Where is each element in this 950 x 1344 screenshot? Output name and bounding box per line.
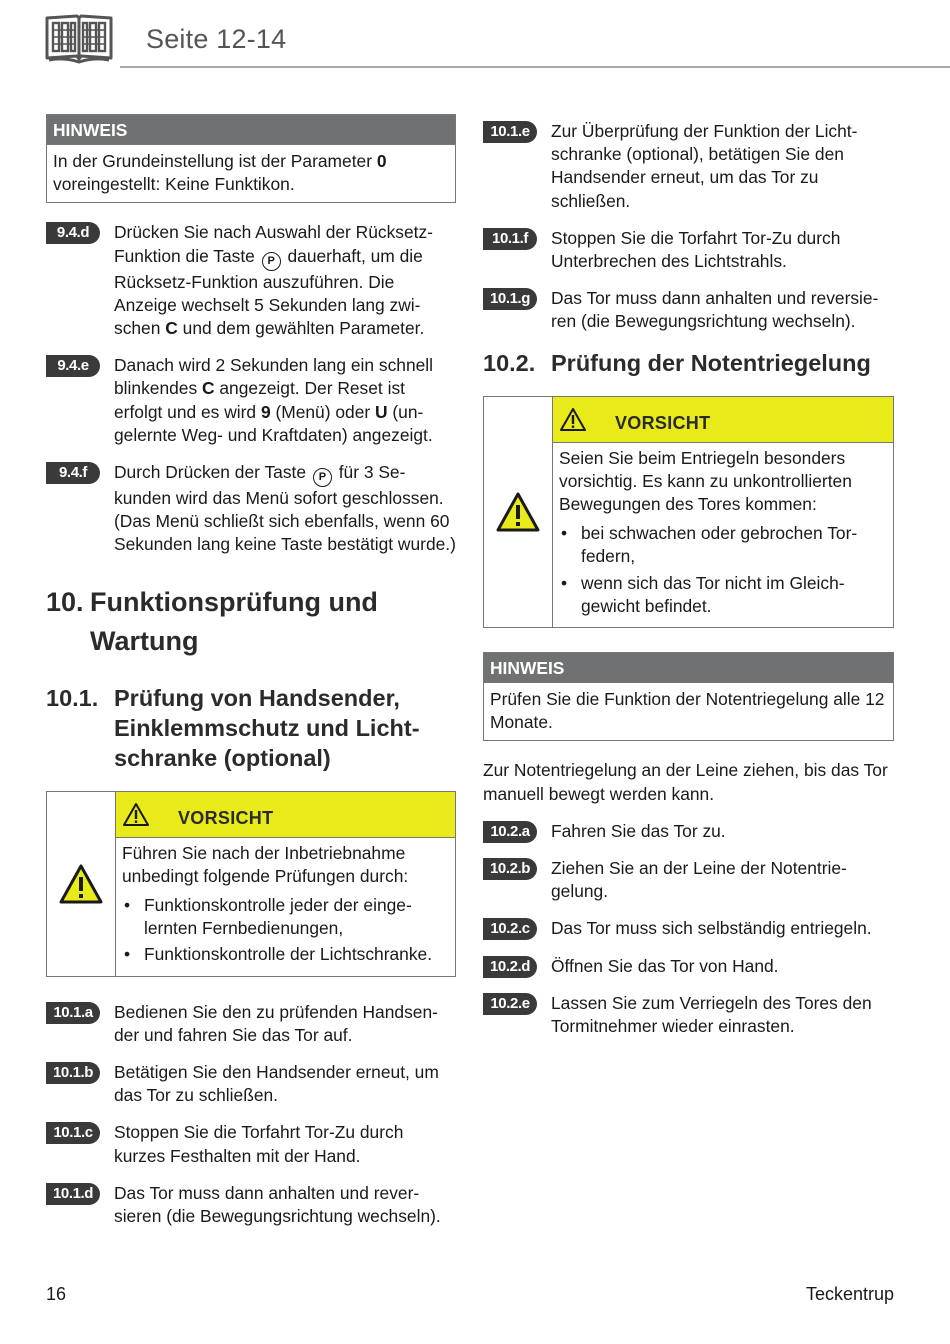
note-box <box>46 114 456 203</box>
caution-list <box>559 522 887 618</box>
step-text: Lassen Sie zum Verriegeln des Tores den Tormitnehmer wieder einrasten. <box>551 992 872 1037</box>
p-key-icon: P <box>262 252 281 271</box>
step-10-2-d <box>483 955 894 978</box>
step-badge: 10.2.b <box>483 858 537 880</box>
step-10-1-f <box>483 227 894 273</box>
header-divider <box>120 66 950 68</box>
step-text: Das Tor muss dann anhalten und reversieren (die Bewegungsrichtung wechseln). <box>114 1182 441 1227</box>
caution-header <box>116 792 455 838</box>
step-badge: 9.4.d <box>46 222 100 244</box>
step-badge: 10.1.e <box>483 121 537 143</box>
section-title: Funktionsprüfung und Wartung <box>90 586 378 656</box>
step-badge: 10.1.c <box>46 1122 100 1144</box>
step-text: Stoppen Sie die Torfahrt Tor-Zu durch Unterbrechen des Lichtstrahls. <box>551 227 841 272</box>
note-title: HINWEIS <box>47 115 455 144</box>
step-9-4-d <box>46 221 456 340</box>
step-badge: 9.4.e <box>46 355 100 377</box>
caution-content <box>116 792 455 976</box>
step-badge: 10.2.c <box>483 918 537 940</box>
list-item: • wenn sich das Tor nicht im Gleichgewicht befindet. <box>559 572 887 618</box>
subsection-title: Prüfung der Notentriegelung <box>551 349 871 376</box>
left-column <box>46 114 456 1242</box>
step-badge: 10.1.g <box>483 288 537 310</box>
step-text: Fahren Sie das Tor zu. <box>551 820 726 841</box>
step-badge: 10.1.a <box>46 1002 100 1024</box>
section-number: 10. <box>46 586 84 617</box>
step-10-2-e <box>483 992 894 1038</box>
caution-title: VORSICHT <box>615 412 711 433</box>
list-item: • Funktionskontrolle der Lichtschranke. <box>122 943 449 966</box>
page-number: 16 <box>46 1284 67 1304</box>
page-header <box>0 0 950 70</box>
step-text: Das Tor muss dann anhalten und reversieren (die Bewegungsrichtung wechseln). <box>551 288 879 332</box>
brand-name: Teckentrup <box>805 1284 894 1304</box>
step-10-2-a <box>483 820 894 843</box>
subsection-number: 10.1. <box>46 684 99 711</box>
step-10-1-c <box>46 1121 456 1167</box>
subsection-number: 10.2. <box>483 349 536 376</box>
caution-list <box>122 894 449 967</box>
step-text: Betätigen Sie den Handsender erneut, um das Tor zu schließen. <box>114 1062 439 1106</box>
step-text: Zur Überprüfung der Funktion der Lichtschranke (optional), betätigen Sie den Handsender erneut, um das Tor zu schließen. <box>551 121 858 211</box>
step-10-1-g <box>483 287 894 333</box>
note-text: In der Grundeinstellung ist der Parameter 0 voreingestellt: Keine Funktikon. <box>47 144 455 202</box>
step-text: Stoppen Sie die Torfahrt Tor-Zu durch kurzes Festhalten mit der Hand. <box>114 1122 404 1166</box>
step-text: Bedienen Sie den zu prüfenden Handsender und fahren Sie das Tor auf. <box>114 1001 438 1045</box>
note-title: HINWEIS <box>484 653 893 682</box>
step-9-4-e <box>46 354 456 447</box>
caution-icon-cell <box>484 397 553 627</box>
book-icon <box>44 12 114 64</box>
caution-header <box>553 397 893 443</box>
step-text: Danach wird 2 Sekunden lang ein schnell blinkendes C angezeigt. Der Reset ist erfolgt und es wird 9 (Menü) oder U (ungelernte Weg- und Kraftdaten) angezeigt. <box>114 355 434 445</box>
step-10-1-d <box>46 1182 456 1228</box>
step-9-4-f <box>46 461 456 557</box>
warning-icon <box>59 864 103 904</box>
step-text: Ziehen Sie an der Leine der Notentriegelung. <box>551 858 847 902</box>
caution-box <box>483 396 894 628</box>
step-10-1-a <box>46 1001 456 1047</box>
step-badge: 10.1.f <box>483 228 537 250</box>
right-column <box>483 120 894 1052</box>
step-badge: 10.2.a <box>483 821 537 843</box>
step-badge: 9.4.f <box>46 462 100 484</box>
step-badge: 10.1.b <box>46 1062 100 1084</box>
note-text: Prüfen Sie die Funktion der Notentriegelung alle 12 Monate. <box>484 682 893 740</box>
list-item: • Funktionskontrolle jeder der eingelernten Fernbedienungen, <box>122 894 449 940</box>
caution-box <box>46 791 456 977</box>
intro-paragraph: Zur Notentriegelung an der Leine ziehen, bis das Tor manuell bewegt werden kann. <box>483 760 888 804</box>
warning-icon <box>122 802 150 827</box>
warning-icon <box>496 492 540 532</box>
step-badge: 10.2.e <box>483 993 537 1015</box>
step-10-2-b <box>483 857 894 903</box>
section-heading-10 <box>46 583 456 661</box>
caution-body <box>553 443 893 627</box>
note-box <box>483 652 894 741</box>
list-item: • bei schwachen oder gebrochen Torfedern, <box>559 522 887 568</box>
subsection-title: Prüfung von Handsender, Einklemmschutz und Lichtschranke (optional) <box>114 684 420 771</box>
step-text: Das Tor muss sich selbständig entriegeln. <box>551 918 872 939</box>
caution-content <box>553 397 893 627</box>
caution-title: VORSICHT <box>178 807 274 828</box>
caution-text: Führen Sie nach der Inbetriebnahme unbedingt folgende Prüfungen durch: <box>122 842 409 886</box>
caution-text: Seien Sie beim Entriegeln besonders vorsichtig. Es kann zu unkontrollierten Bewegungen des Tores kommen: <box>559 447 852 515</box>
step-10-2-c <box>483 917 894 940</box>
step-text: Durch Drücken der Taste P für 3 Sekunden wird das Menü sofort geschlossen. (Das Menü schließt sich ebenfalls, wenn 60 Sekunden lang keine Taste bestätigt wurde.) <box>114 462 456 555</box>
step-badge: 10.2.d <box>483 956 537 978</box>
subsection-heading-10-2 <box>483 348 894 378</box>
step-badge: 10.1.d <box>46 1183 100 1205</box>
step-text: Öffnen Sie das Tor von Hand. <box>551 955 779 976</box>
p-key-icon: P <box>313 468 332 487</box>
step-10-1-e <box>483 120 894 213</box>
step-10-1-b <box>46 1061 456 1107</box>
warning-icon <box>559 407 587 432</box>
caution-body <box>116 838 455 976</box>
subsection-heading-10-1 <box>46 683 456 773</box>
step-text: Drücken Sie nach Auswahl der Rücksetz-Funktion die Taste P dauerhaft, um die Rücksetz-Funktion auszuführen. Die Anzeige wechselt 5 Sekunden lang zwischen C und dem gewählten Parameter. <box>114 222 433 339</box>
page-title: Seite 12-14 <box>146 24 287 54</box>
caution-icon-cell <box>47 792 116 976</box>
